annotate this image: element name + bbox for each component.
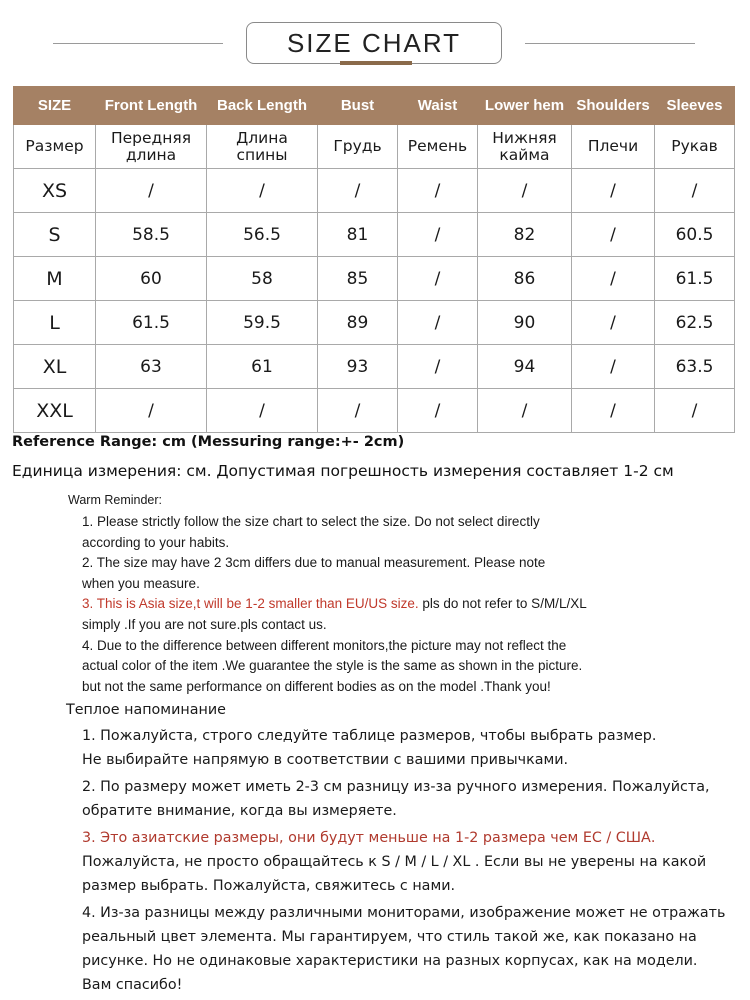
ru-header-row <box>14 125 735 169</box>
table-cell: / <box>398 301 478 345</box>
table-cell: 60.5 <box>655 213 735 257</box>
reminder-warning-text: 3. This is Asia size,t will be 1-2 smaller than EU/US size. <box>82 596 419 612</box>
table-row <box>14 389 735 433</box>
table-cell: / <box>398 213 478 257</box>
table-cell: / <box>96 169 207 213</box>
ru-header-cell: Грудь <box>318 125 398 169</box>
ru-reminder-warning-text: 3. Это азиатские размеры, они будут меньше на 1-2 размера чем ЕС / США. <box>82 830 656 846</box>
header-front-length: Front Length <box>96 87 207 125</box>
reminder-line: according to your habits. <box>82 534 230 550</box>
title-divider-right <box>525 43 695 44</box>
table-cell: 81 <box>318 213 398 257</box>
warm-reminder-title: Warm Reminder: <box>68 493 162 507</box>
table-cell: 86 <box>478 257 572 301</box>
table-cell: 59.5 <box>207 301 318 345</box>
warm-reminder-en <box>68 493 728 697</box>
table-cell: 94 <box>478 345 572 389</box>
reminder-line: but not the same performance on different bodies as on the model .Thank you! <box>82 678 551 694</box>
title-underline <box>340 61 412 65</box>
ru-reminder-item: 4. Из-за разницы между различными мониторами, изображение может не отражать реальный цвет элемента. Мы гарантируем, что стиль такой же, как показано на рисунке. Но не одинаковые характеристики на разных корпусах, как на модели. Вам спасибо! <box>82 905 726 993</box>
title-divider-left <box>53 43 223 44</box>
header-sleeves: Sleeves <box>655 87 735 125</box>
table-cell: 63.5 <box>655 345 735 389</box>
table-cell: / <box>478 389 572 433</box>
ru-header-cell: Рукав <box>655 125 735 169</box>
table-cell: / <box>572 301 655 345</box>
table-cell: 90 <box>478 301 572 345</box>
size-cell: M <box>14 257 96 301</box>
ru-reminder-title: Теплое напоминание <box>66 702 226 718</box>
table-cell: / <box>655 389 735 433</box>
table-cell: / <box>398 345 478 389</box>
reminder-line: when you measure. <box>82 575 200 591</box>
size-cell: XL <box>14 345 96 389</box>
size-cell: XS <box>14 169 96 213</box>
ru-header-cell: Плечи <box>572 125 655 169</box>
reminder-line: 4. Due to the difference between different monitors,the picture may not reflect the <box>82 637 567 653</box>
table-cell: / <box>207 169 318 213</box>
reminder-line: 1. Please strictly follow the size chart to select the size. Do not select directly <box>82 514 540 529</box>
table-cell: 93 <box>318 345 398 389</box>
table-cell: 85 <box>318 257 398 301</box>
table-row <box>14 301 735 345</box>
size-chart-table <box>13 86 735 433</box>
table-cell: / <box>572 257 655 301</box>
ru-header-cell: Длина спины <box>207 125 318 169</box>
header-waist: Waist <box>398 87 478 125</box>
table-cell: / <box>96 389 207 433</box>
ru-reminder-item: 3. Это азиатские размеры, они будут меньше на 1-2 размера чем ЕС / США. Пожалуйста, не просто обращайтесь к S / M / L / XL . Если вы не уверены на какой размер выбрать. Пожалуйста, свяжитесь с нами. <box>66 826 736 898</box>
warm-reminder-ru <box>66 702 736 1000</box>
ru-header-cell: Размер <box>14 125 96 169</box>
table-cell: 63 <box>96 345 207 389</box>
page-title: SIZE CHART <box>246 22 502 64</box>
table-cell: / <box>572 389 655 433</box>
ru-header-cell: Передняя длина <box>96 125 207 169</box>
table-cell: 62.5 <box>655 301 735 345</box>
table-cell: / <box>398 257 478 301</box>
table-cell: / <box>572 169 655 213</box>
table-cell: 56.5 <box>207 213 318 257</box>
table-cell: 58.5 <box>96 213 207 257</box>
table-row <box>14 213 735 257</box>
reference-range-ru: Единица измерения: см. Допустимая погрешность измерения составляет 1-2 см <box>12 462 674 480</box>
table-cell: 60 <box>96 257 207 301</box>
table-cell: / <box>398 169 478 213</box>
size-cell: XXL <box>14 389 96 433</box>
table-row <box>14 345 735 389</box>
size-cell: S <box>14 213 96 257</box>
header-size: SIZE <box>14 87 96 125</box>
table-cell: / <box>318 389 398 433</box>
header-lower-hem: Lower hem <box>478 87 572 125</box>
table-cell: 89 <box>318 301 398 345</box>
table-cell: / <box>572 213 655 257</box>
table-cell: / <box>207 389 318 433</box>
ru-header-cell: Ремень <box>398 125 478 169</box>
reference-range-en: Reference Range: cm (Messuring range:+- 2cm) <box>12 434 405 450</box>
header-row <box>14 87 735 125</box>
table-cell: 61.5 <box>96 301 207 345</box>
reminder-line: simply .If you are not sure.pls contact us. <box>82 616 327 632</box>
reminder-line: actual color of the item .We guarantee the style is the same as shown in the picture. <box>82 658 583 674</box>
header-shoulders: Shoulders <box>572 87 655 125</box>
header-bust: Bust <box>318 87 398 125</box>
table-cell: 61 <box>207 345 318 389</box>
ru-reminder-item: 2. По размеру может иметь 2-3 см разницу из-за ручного измерения. Пожалуйста, обратите внимание, когда вы измеряете. <box>82 779 710 819</box>
table-cell: 58 <box>207 257 318 301</box>
table-cell: / <box>655 169 735 213</box>
reminder-line <box>68 594 728 615</box>
table-cell: / <box>572 345 655 389</box>
table-cell: 61.5 <box>655 257 735 301</box>
table-cell: / <box>478 169 572 213</box>
table-cell: / <box>318 169 398 213</box>
ru-header-cell: Нижняя кайма <box>478 125 572 169</box>
size-cell: L <box>14 301 96 345</box>
table-row <box>14 257 735 301</box>
table-cell: / <box>398 389 478 433</box>
table-row <box>14 169 735 213</box>
ru-reminder-item: 1. Пожалуйста, строго следуйте таблице размеров, чтобы выбрать размер. Не выбирайте напрямую в соответствии с вашими привычками. <box>82 728 657 768</box>
reminder-line: 2. The size may have 2 3cm differs due to manual measurement. Please note <box>82 555 546 571</box>
reminder-text: pls do not refer to S/M/L/XL <box>418 596 587 612</box>
table-cell: 82 <box>478 213 572 257</box>
header-back-length: Back Length <box>207 87 318 125</box>
